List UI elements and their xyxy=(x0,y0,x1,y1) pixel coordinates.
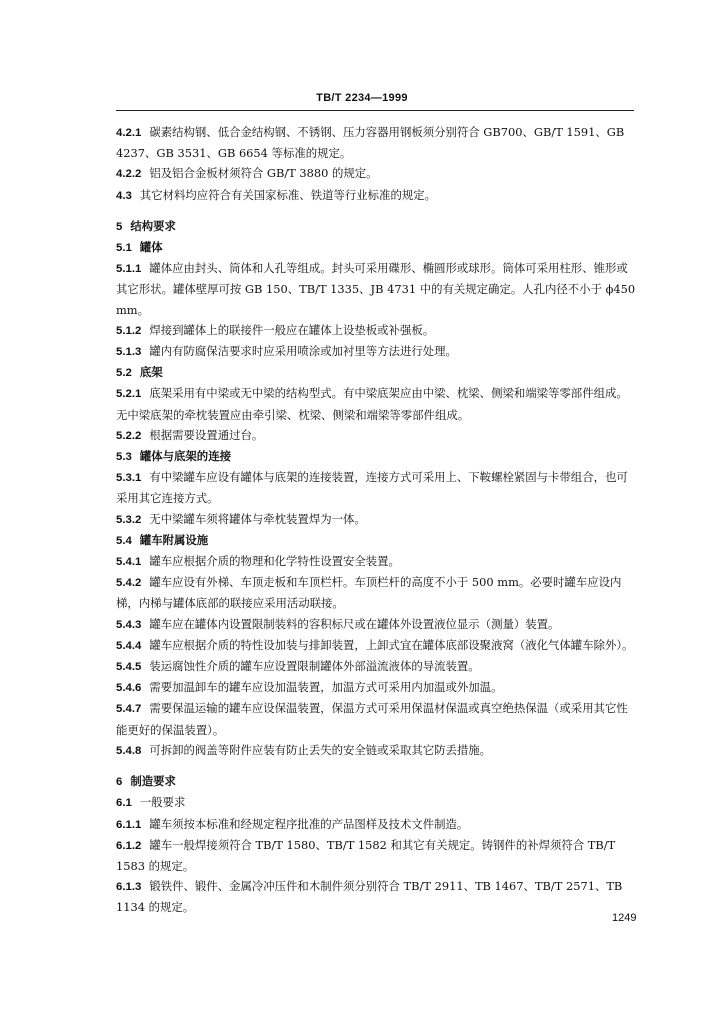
clause-number: 5.3.2 xyxy=(116,513,142,526)
clause-paragraph xyxy=(116,467,636,508)
clause-text: 可拆卸的阀盖等附件应装有防止丢失的安全链或采取其它防丢措施。 xyxy=(149,742,492,757)
section-heading xyxy=(116,237,636,258)
clause-text: 罐体与底架的连接 xyxy=(139,449,231,464)
clause-paragraph xyxy=(116,341,636,362)
clause-number: 5.4 xyxy=(116,534,132,547)
header-rule xyxy=(116,110,634,111)
clause-number: 5.4.1 xyxy=(116,556,142,569)
clause-number: 6.1.1 xyxy=(116,818,142,831)
clause-number: 5.2.2 xyxy=(116,429,142,442)
section-heading xyxy=(116,771,636,792)
clause-text: 需要保温运输的罐车应设保温装置，保温方式可采用保温材保温或真空绝热保温（或采用其它性能更好的保温装置）。 xyxy=(116,701,628,737)
clause-number: 5.2.1 xyxy=(116,388,142,401)
clause-paragraph xyxy=(116,320,636,341)
clause-number: 4.2.2 xyxy=(116,168,142,181)
clause-paragraph xyxy=(116,572,636,613)
clause-number: 5.3 xyxy=(116,451,132,464)
clause-paragraph xyxy=(116,876,636,917)
clause-text: 罐车须按本标准和经规定程序批准的产品图样及技术文件制造。 xyxy=(149,816,469,831)
clause-number: 5.1.3 xyxy=(116,346,142,359)
clause-text: 铝及铝合金板材须符合 GB/T 3880 的规定。 xyxy=(149,166,378,181)
document-body xyxy=(116,122,636,918)
clause-text: 罐车应设有外梯、车顶走板和车顶栏杆。车顶栏杆的高度不小于 500 mm。必要时罐车应设内梯，内梯与罐体底部的联接应采用活动联接。 xyxy=(116,575,622,611)
clause-paragraph xyxy=(116,740,636,761)
clause-paragraph xyxy=(116,614,636,635)
section-spacer xyxy=(116,206,636,216)
clause-number: 6 xyxy=(116,776,123,789)
clause-number: 6.1.3 xyxy=(116,881,142,894)
clause-paragraph xyxy=(116,425,636,446)
section-heading xyxy=(116,530,636,551)
clause-text: 根据需要设置通过台。 xyxy=(149,427,264,442)
clause-text: 有中梁罐车应设有罐体与底架的连接装置，连接方式可采用上、下鞍螺栓紧固与卡带组合，也可采用其它连接方式。 xyxy=(116,470,628,506)
clause-paragraph xyxy=(116,185,636,206)
clause-text: 一般要求 xyxy=(139,795,186,810)
clause-text: 锻铁件、锻件、金属冷冲压件和木制件须分别符合 TB/T 2911、TB 1467、TB/T 2571、TB 1134 的规定。 xyxy=(116,879,623,915)
clause-text: 焊接到罐体上的联接件一般应在罐体上设垫板或补强板。 xyxy=(149,322,435,337)
clause-text: 罐内有防腐保洁要求时应采用喷涂或加衬里等方法进行处理。 xyxy=(149,344,457,359)
section-heading xyxy=(116,216,636,237)
clause-number: 5.2 xyxy=(116,367,132,380)
clause-number: 4.2.1 xyxy=(116,127,142,139)
clause-text: 罐车应根据介质的特性设加装与排卸装置，上卸式宜在罐体底部设聚液窝（液化气体罐车除外）。 xyxy=(149,637,634,652)
clause-text: 底架 xyxy=(139,365,163,380)
clause-text: 结构要求 xyxy=(130,218,176,233)
clause-paragraph xyxy=(116,635,636,656)
clause-paragraph xyxy=(116,698,636,739)
clause-number: 5 xyxy=(116,220,123,233)
clause-paragraph xyxy=(116,383,636,424)
clause-paragraph xyxy=(116,551,636,572)
clause-number: 5.4.6 xyxy=(116,682,142,695)
clause-text: 制造要求 xyxy=(130,774,176,789)
section-heading xyxy=(116,362,636,383)
clause-text: 装运腐蚀性介质的罐车应设置限制罐体外部溢流液体的导流装置。 xyxy=(149,659,480,674)
clause-text: 罐车附属设施 xyxy=(139,532,209,547)
clause-paragraph xyxy=(116,835,636,876)
clause-paragraph xyxy=(116,258,636,320)
clause-number: 4.3 xyxy=(116,189,132,202)
section-spacer xyxy=(116,761,636,771)
clause-text: 罐车一般焊接须符合 TB/T 1580、TB/T 1582 和其它有关规定。铸钢件的补焊须符合 TB/T 1583 的规定。 xyxy=(116,837,616,873)
clause-number: 5.4.2 xyxy=(116,577,142,590)
clause-text: 碳素结构钢、低合金结构钢、不锈钢、压力容器用钢板须分别符合 GB700、GB/T 1591、GB 4237、GB 3531、GB 6654 等标准的规定。 xyxy=(116,125,625,161)
clause-number: 5.1.2 xyxy=(116,324,142,337)
clause-text: 其它材料均应符合有关国家标准、铁道等行业标准的规定。 xyxy=(139,187,437,202)
clause-text: 罐车应在罐体内设置限制装料的容积标尺或在罐体外设置液位显示（测量）装置。 xyxy=(149,616,560,631)
clause-paragraph xyxy=(116,656,636,677)
clause-text: 罐体应由封头、筒体和人孔等组成。封头可采用碟形、椭圆形或球形。筒体可采用柱形、锥形或其它形状。罐体壁厚可按 GB 150、TB/T 1335、JB 4731 中的有关规定确定。人孔内径不小于 ϕ450 mm。 xyxy=(116,261,636,317)
clause-paragraph xyxy=(116,792,636,813)
clause-number: 6.1 xyxy=(116,797,132,810)
clause-number: 5.4.4 xyxy=(116,639,142,652)
clause-number: 6.1.2 xyxy=(116,839,142,852)
running-header: TB/T 2234—1999 xyxy=(316,92,408,104)
clause-text: 罐体 xyxy=(139,240,163,255)
clause-paragraph xyxy=(116,163,636,184)
clause-number: 5.1.1 xyxy=(116,263,142,276)
clause-number: 5.3.1 xyxy=(116,472,142,485)
clause-text: 罐车应根据介质的物理和化学特性设置安全装置。 xyxy=(149,554,400,569)
clause-number: 5.4.5 xyxy=(116,661,142,674)
clause-number: 5.4.8 xyxy=(116,744,142,757)
clause-number: 5.1 xyxy=(116,242,132,255)
clause-number: 5.4.7 xyxy=(116,703,142,716)
clause-number: 5.4.3 xyxy=(116,618,142,631)
clause-paragraph xyxy=(116,814,636,835)
clause-paragraph xyxy=(116,122,636,163)
page-number: 1249 xyxy=(612,912,637,924)
clause-paragraph xyxy=(116,677,636,698)
clause-text: 底架采用有中梁或无中梁的结构型式。有中梁底架应由中梁、枕梁、侧梁和端梁等零部件组成。无中梁底架的牵枕装置应由牵引梁、枕梁、侧梁和端梁等零部件组成。 xyxy=(116,386,628,422)
section-heading xyxy=(116,446,636,467)
clause-text: 需要加温卸车的罐车应设加温装置，加温方式可采用内加温或外加温。 xyxy=(149,680,503,695)
clause-text: 无中梁罐车须将罐体与牵枕装置焊为一体。 xyxy=(149,511,366,526)
clause-paragraph xyxy=(116,509,636,530)
